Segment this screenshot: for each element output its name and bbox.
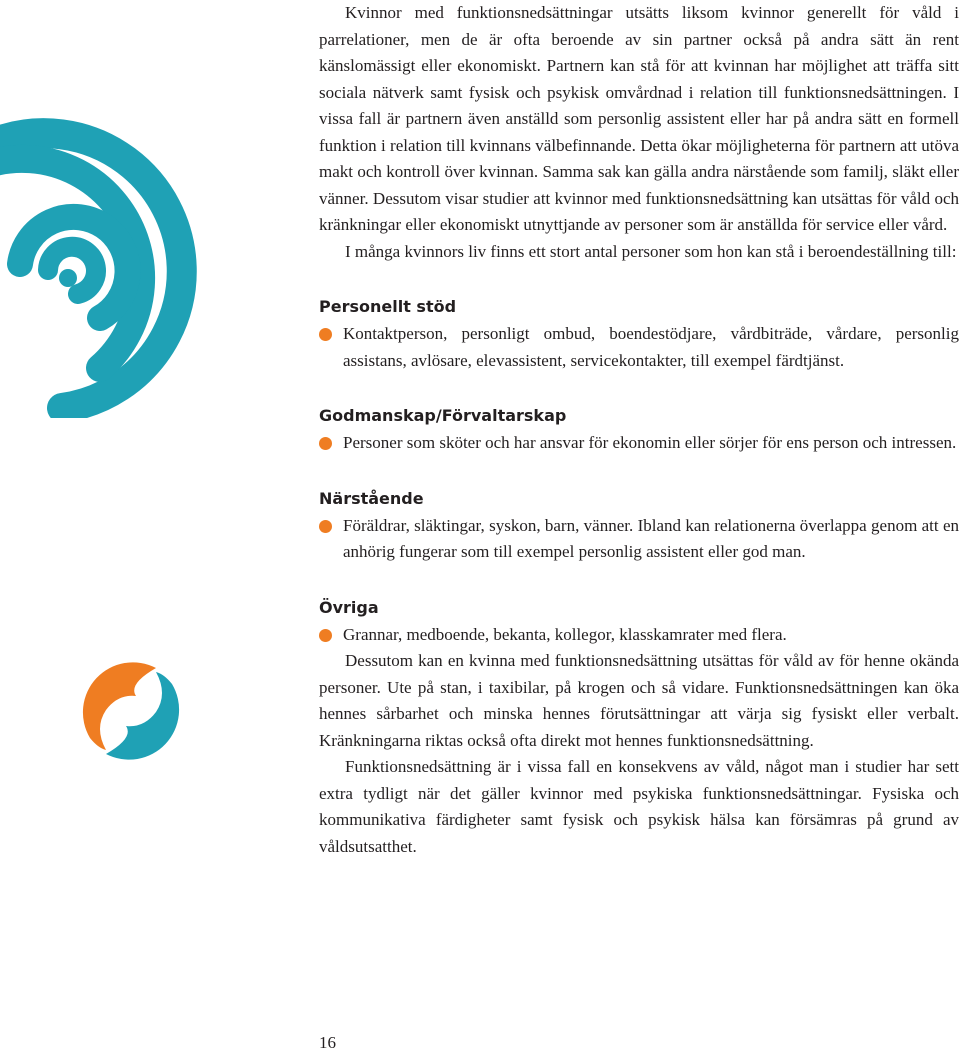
section-personellt-stod — [319, 294, 959, 374]
orange-bullet-icon — [319, 328, 332, 341]
section-heading: Närstående — [319, 488, 424, 508]
section-narstaende — [319, 486, 959, 566]
page-number: 16 — [319, 1033, 336, 1052]
section-heading: Övriga — [319, 597, 379, 617]
text-column — [319, 0, 959, 860]
intro-paragraph-2: I många kvinnors liv finns ett stort antal personer som hon kan stå i beroendeställning till: — [345, 241, 957, 261]
orange-bullet-icon — [319, 437, 332, 450]
teal-spiral-icon — [0, 118, 212, 418]
intro-paragraph-1: Kvinnor med funktionsnedsättningar utsätts liksom kvinnor generellt för våld i parrelationer, men de är ofta beroende av sin partner också på andra sätt än rent känslomässigt eller ekonomiskt. Partnern kan stå för att kvinnan har möjlighet att träffa sitt sociala nätverk samt fysisk och psykisk omvårdnad i relation till funktionsnedsättningen. I vissa fall är partnern även anställd som personlig assistent eller har på andra sätt en formell funktion i relation till kvinnans välbefinnande. Detta ökar möjligheterna för partnern att utöva makt och kontroll över kvinnan. Samma sak kan gälla andra närstående som familj, släkt eller vänner. Dessutom visar studier att kvinnor med funktionsnedsättning kan utsättas för våld och kränkningar eller ekonomiskt utnyttjande av personer som är anställda för service eller vård. — [319, 3, 959, 234]
outro-paragraph-1: Dessutom kan en kvinna med funktionsnedsättning utsättas för våld av för henne okända personer. Ute på stan, i taxibilar, på krogen och så vidare. Funktionsnedsättningen kan öka hennes sårbarhet och minska hennes förutsättningar att värja sig fysiskt eller verbalt. Kränkningarna riktas också ofta direkt mot hennes funktionsnedsättning. — [319, 651, 959, 750]
orange-bullet-icon — [319, 520, 332, 533]
bullet-text: Föräldrar, släktingar, syskon, barn, vänner. Ibland kan relationerna överlappa genom att en anhörig fungerar som till exempel personlig assistent eller god man. — [343, 515, 959, 561]
bullet-item — [319, 321, 959, 374]
bullet-text: Kontaktperson, personligt ombud, boendestödjare, vårdbiträde, vårdare, personlig assistans, avlösare, elevassistent, servicekontakter, till exempel färdtjänst. — [343, 324, 959, 370]
section-heading: Godmanskap/Förvaltarskap — [319, 406, 567, 425]
bullet-item — [319, 513, 959, 566]
orange-bullet-icon — [319, 629, 332, 642]
section-godmanskap — [319, 403, 959, 457]
bullet-text: Personer som sköter och har ansvar för ekonomin eller sörjer för ens person och intressen. — [343, 433, 957, 452]
yin-yang-swirl-icon — [76, 656, 186, 766]
bullet-item — [319, 622, 959, 649]
section-ovriga — [319, 595, 959, 649]
bullet-text: Grannar, medboende, bekanta, kollegor, klasskamrater med flera. — [343, 624, 787, 644]
section-heading: Personellt stöd — [319, 297, 457, 316]
outro-paragraph-2: Funktionsnedsättning är i vissa fall en konsekvens av våld, något man i studier har sett extra tydligt när det gäller kvinnor med psykiska funktionsnedsättningar. Fysiska och kommunikativa färdigheter samt fysisk och psykisk hälsa kan försämras på grund av våldsutsatthet. — [319, 757, 959, 856]
bullet-item — [319, 430, 959, 457]
